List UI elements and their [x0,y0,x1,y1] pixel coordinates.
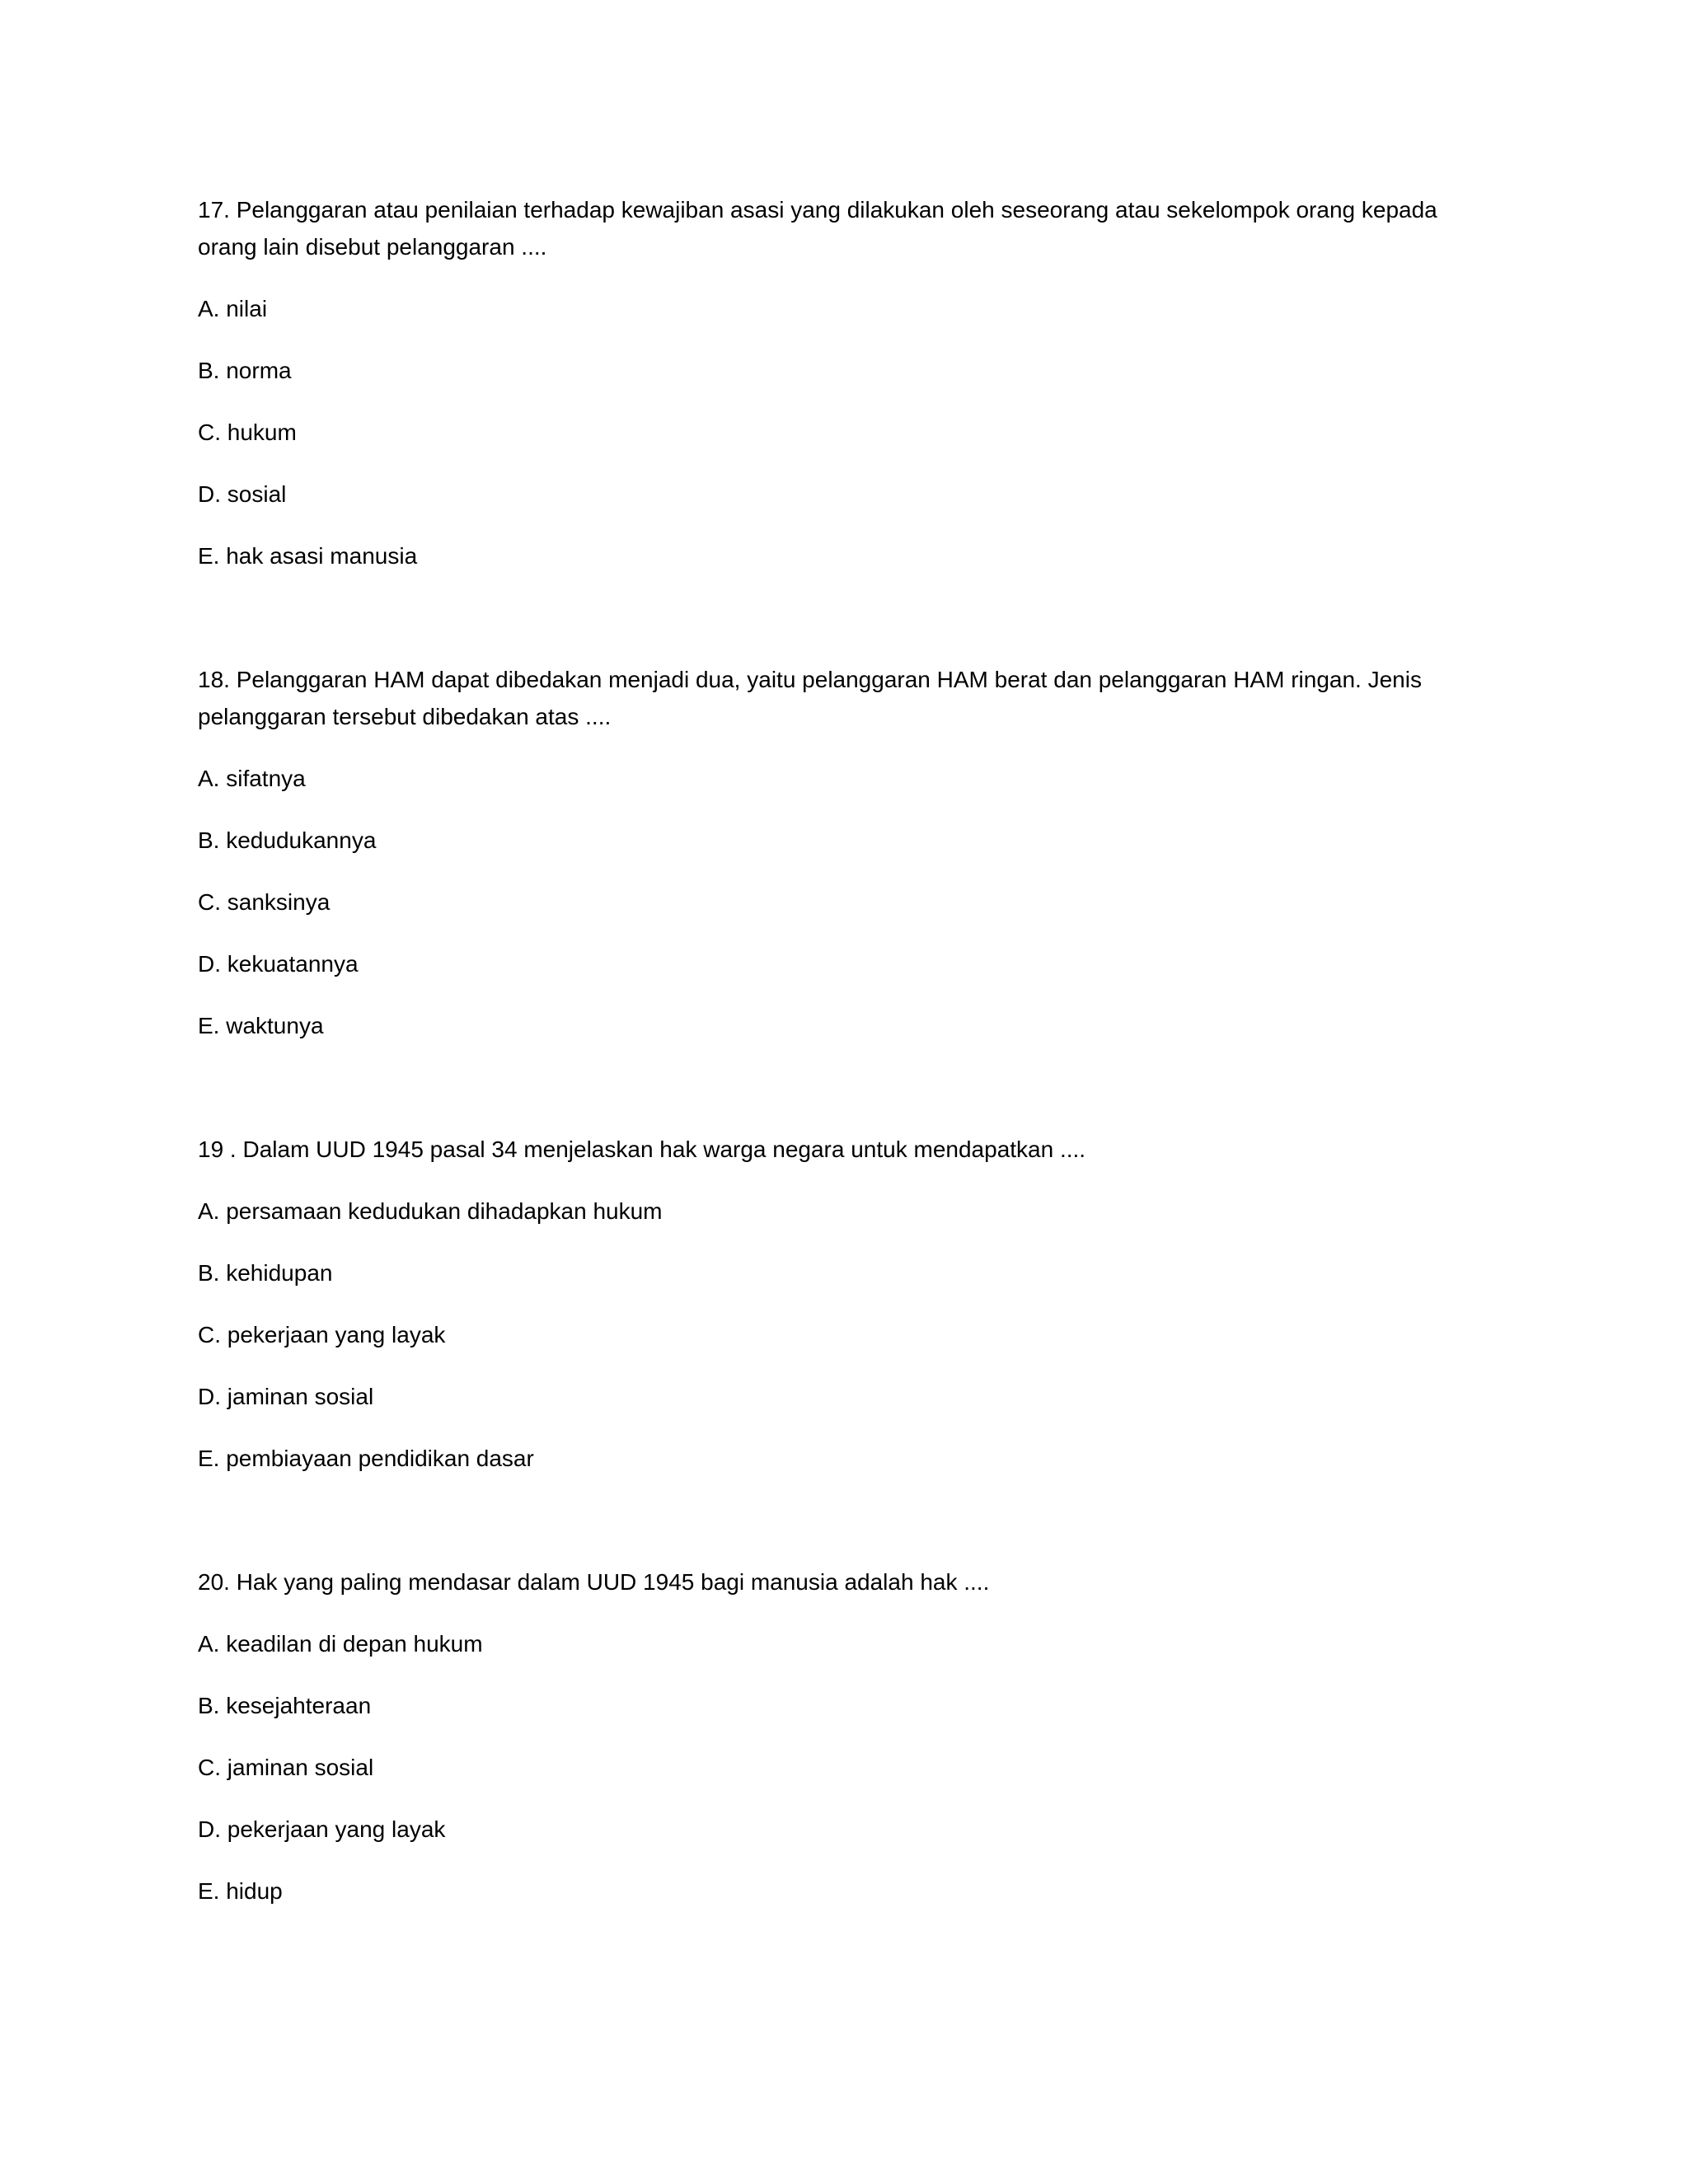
option-a: A. nilai [198,296,268,321]
option-d: D. pekerjaan yang layak [198,1816,446,1842]
option-e: E. hak asasi manusia [198,543,418,569]
option-c: C. jaminan sosial [198,1755,374,1780]
option-list [198,1625,1492,1910]
question-list [198,191,1492,1910]
question-20 [198,1563,1492,1910]
option-list [198,1193,1492,1477]
option-a: A. sifatnya [198,766,306,791]
option-d: D. kekuatannya [198,951,359,977]
option-list [198,760,1492,1044]
option-b: B. kesejahteraan [198,1693,372,1718]
question-18 [198,661,1492,1044]
question-text: 17. Pelanggaran atau penilaian terhadap kewajiban asasi yang dilakukan oleh seseorang atau sekelompok orang kepada orang lain disebut pelanggaran .... [198,197,1437,260]
option-e: E. hidup [198,1878,283,1904]
option-c: C. pekerjaan yang layak [198,1322,446,1347]
option-b: B. norma [198,358,292,383]
question-text: 20. Hak yang paling mendasar dalam UUD 1945 bagi manusia adalah hak .... [198,1569,990,1595]
option-c: C. hukum [198,419,297,445]
option-c: C. sanksinya [198,889,331,915]
option-d: D. sosial [198,481,287,507]
option-e: E. pembiayaan pendidikan dasar [198,1446,534,1471]
question-17 [198,191,1492,574]
option-d: D. jaminan sosial [198,1384,374,1409]
option-b: B. kehidupan [198,1260,333,1286]
option-a: A. keadilan di depan hukum [198,1631,483,1657]
option-list [198,290,1492,574]
option-a: A. persamaan kedudukan dihadapkan hukum [198,1198,663,1224]
question-text: 19 . Dalam UUD 1945 pasal 34 menjelaskan hak warga negara untuk mendapatkan .... [198,1137,1086,1162]
question-19 [198,1131,1492,1477]
option-b: B. kedudukannya [198,827,377,853]
question-text: 18. Pelanggaran HAM dapat dibedakan menjadi dua, yaitu pelanggaran HAM berat dan pelanggaran HAM ringan. Jenis pelanggaran tersebut dibedakan atas .... [198,667,1422,729]
option-e: E. waktunya [198,1013,324,1038]
